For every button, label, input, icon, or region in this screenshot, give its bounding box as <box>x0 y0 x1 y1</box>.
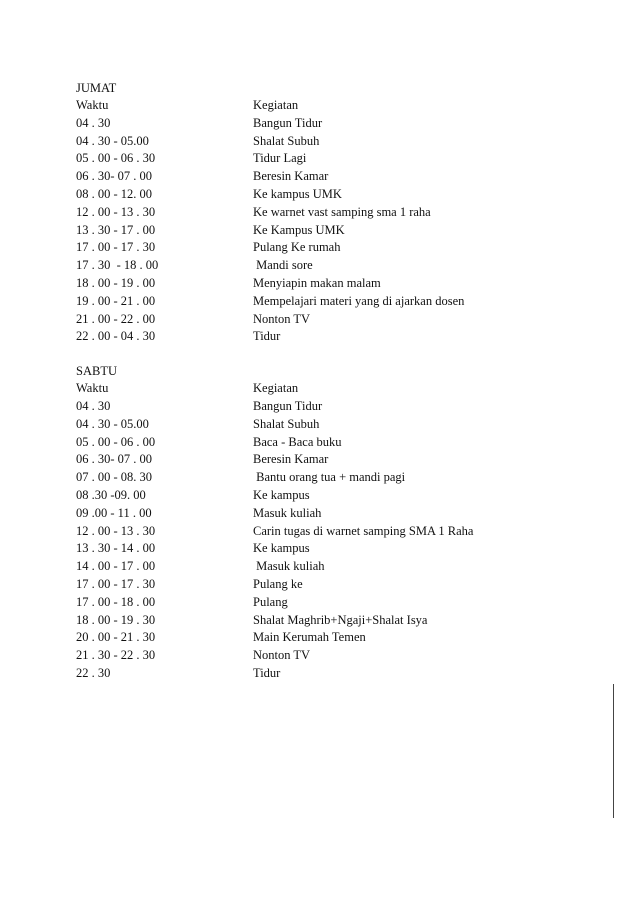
activity-cell: Bantu orang tua + mandi pagi <box>253 470 406 485</box>
section-jumat <box>76 79 596 346</box>
schedule-row <box>76 204 596 222</box>
header-row <box>76 97 596 115</box>
schedule-row <box>76 434 596 452</box>
time-cell: 08 . 00 - 12. 00 <box>76 186 153 201</box>
schedule-row <box>76 629 596 647</box>
page-edge-line <box>613 684 614 818</box>
time-cell: 20 . 00 - 21 . 30 <box>76 630 156 645</box>
activity-cell: Shalat Subuh <box>253 133 320 148</box>
activity-cell: Carin tugas di warnet samping SMA 1 Raha <box>253 523 474 538</box>
activity-cell: Shalat Maghrib+Ngaji+Shalat Isya <box>253 612 428 627</box>
time-cell: 22 . 30 <box>76 665 111 680</box>
activity-cell: Menyiapin makan malam <box>253 275 381 290</box>
time-cell: 12 . 00 - 13 . 30 <box>76 204 156 219</box>
schedule-row <box>76 257 596 275</box>
time-cell: 18 . 00 - 19 . 30 <box>76 612 156 627</box>
activity-cell: Bangun Tidur <box>253 115 323 130</box>
schedule-row <box>76 487 596 505</box>
activity-cell: Ke kampus <box>253 487 310 502</box>
activity-cell: Mempelajari materi yang di ajarkan dosen <box>253 293 465 308</box>
time-cell: 04 . 30 - 05.00 <box>76 416 149 431</box>
time-cell: 13 . 30 - 17 . 00 <box>76 222 156 237</box>
time-cell: 06 . 30- 07 . 00 <box>76 169 153 184</box>
schedule-row <box>76 612 596 630</box>
schedule-row <box>76 451 596 469</box>
time-cell: 17 . 00 - 17 . 30 <box>76 576 156 591</box>
activity-cell: Ke Kampus UMK <box>253 222 345 237</box>
header-activity: Kegiatan <box>253 98 299 112</box>
day-title: JUMAT <box>76 81 117 95</box>
schedule-row <box>76 311 596 329</box>
time-cell: 06 . 30- 07 . 00 <box>76 452 153 467</box>
schedule-row <box>76 558 596 576</box>
activity-cell: Beresin Kamar <box>253 452 329 467</box>
schedule-row <box>76 293 596 311</box>
header-activity: Kegiatan <box>253 381 299 396</box>
schedule-row <box>76 594 596 612</box>
schedule-row <box>76 523 596 541</box>
activity-cell: Ke kampus <box>253 541 310 556</box>
time-cell: 09 .00 - 11 . 00 <box>76 505 152 520</box>
time-cell: 17 . 00 - 17 . 30 <box>76 240 156 255</box>
activity-cell: Pulang Ke rumah <box>253 240 341 255</box>
schedule-row <box>76 665 596 683</box>
activity-cell: Tidur <box>253 665 281 680</box>
header-row <box>76 380 596 398</box>
activity-cell: Tidur <box>253 329 281 344</box>
activity-cell: Nonton TV <box>253 648 311 663</box>
schedule-row <box>76 168 596 186</box>
activity-cell: Baca - Baca buku <box>253 434 342 449</box>
schedule-row <box>76 576 596 594</box>
activity-cell: Main Kerumah Temen <box>253 630 366 645</box>
schedule-row <box>76 416 596 434</box>
activity-cell: Beresin Kamar <box>253 169 329 184</box>
section-sabtu <box>76 362 596 683</box>
schedule-row <box>76 328 596 346</box>
time-cell: 05 . 00 - 06 . 30 <box>76 151 156 166</box>
time-cell: 21 . 30 - 22 . 30 <box>76 648 156 663</box>
time-cell: 14 . 00 - 17 . 00 <box>76 559 156 574</box>
schedule-row <box>76 150 596 168</box>
activity-cell: Shalat Subuh <box>253 416 320 431</box>
schedule-row <box>76 133 596 151</box>
header-time: Waktu <box>76 98 109 112</box>
activity-cell: Masuk kuliah <box>253 505 322 520</box>
header-time: Waktu <box>76 381 109 396</box>
time-cell: 07 . 00 - 08. 30 <box>76 470 153 485</box>
time-cell: 04 . 30 <box>76 115 111 130</box>
time-cell: 04 . 30 - 05.00 <box>76 133 149 148</box>
time-cell: 12 . 00 - 13 . 30 <box>76 523 156 538</box>
activity-cell: Ke warnet vast samping sma 1 raha <box>253 204 431 219</box>
schedule-row <box>76 115 596 133</box>
activity-cell: Pulang ke <box>253 576 303 591</box>
activity-cell: Ke kampus UMK <box>253 186 342 201</box>
activity-cell: Bangun Tidur <box>253 398 323 413</box>
activity-cell: Pulang <box>253 594 288 609</box>
activity-cell: Mandi sore <box>253 258 313 273</box>
time-cell: 19 . 00 - 21 . 00 <box>76 293 156 308</box>
activity-cell: Masuk kuliah <box>253 559 325 574</box>
time-cell: 22 . 00 - 04 . 30 <box>76 329 156 344</box>
time-cell: 13 . 30 - 14 . 00 <box>76 541 156 556</box>
schedule-row <box>76 647 596 665</box>
schedule-row <box>76 222 596 240</box>
time-cell: 08 .30 -09. 00 <box>76 487 146 502</box>
schedule-row <box>76 540 596 558</box>
time-cell: 05 . 00 - 06 . 00 <box>76 434 156 449</box>
schedule-document <box>76 79 596 683</box>
schedule-row <box>76 505 596 523</box>
schedule-row <box>76 239 596 257</box>
schedule-row <box>76 275 596 293</box>
time-cell: 17 . 00 - 18 . 00 <box>76 594 156 609</box>
schedule-row <box>76 398 596 416</box>
activity-cell: Nonton TV <box>253 311 311 326</box>
time-cell: 21 . 00 - 22 . 00 <box>76 311 156 326</box>
time-cell: 04 . 30 <box>76 398 111 413</box>
activity-cell: Tidur Lagi <box>253 151 307 166</box>
time-cell: 18 . 00 - 19 . 00 <box>76 275 156 290</box>
time-cell: 17 . 30 - 18 . 00 <box>76 258 159 273</box>
schedule-row <box>76 469 596 487</box>
schedule-row <box>76 186 596 204</box>
day-title: SABTU <box>76 364 117 379</box>
